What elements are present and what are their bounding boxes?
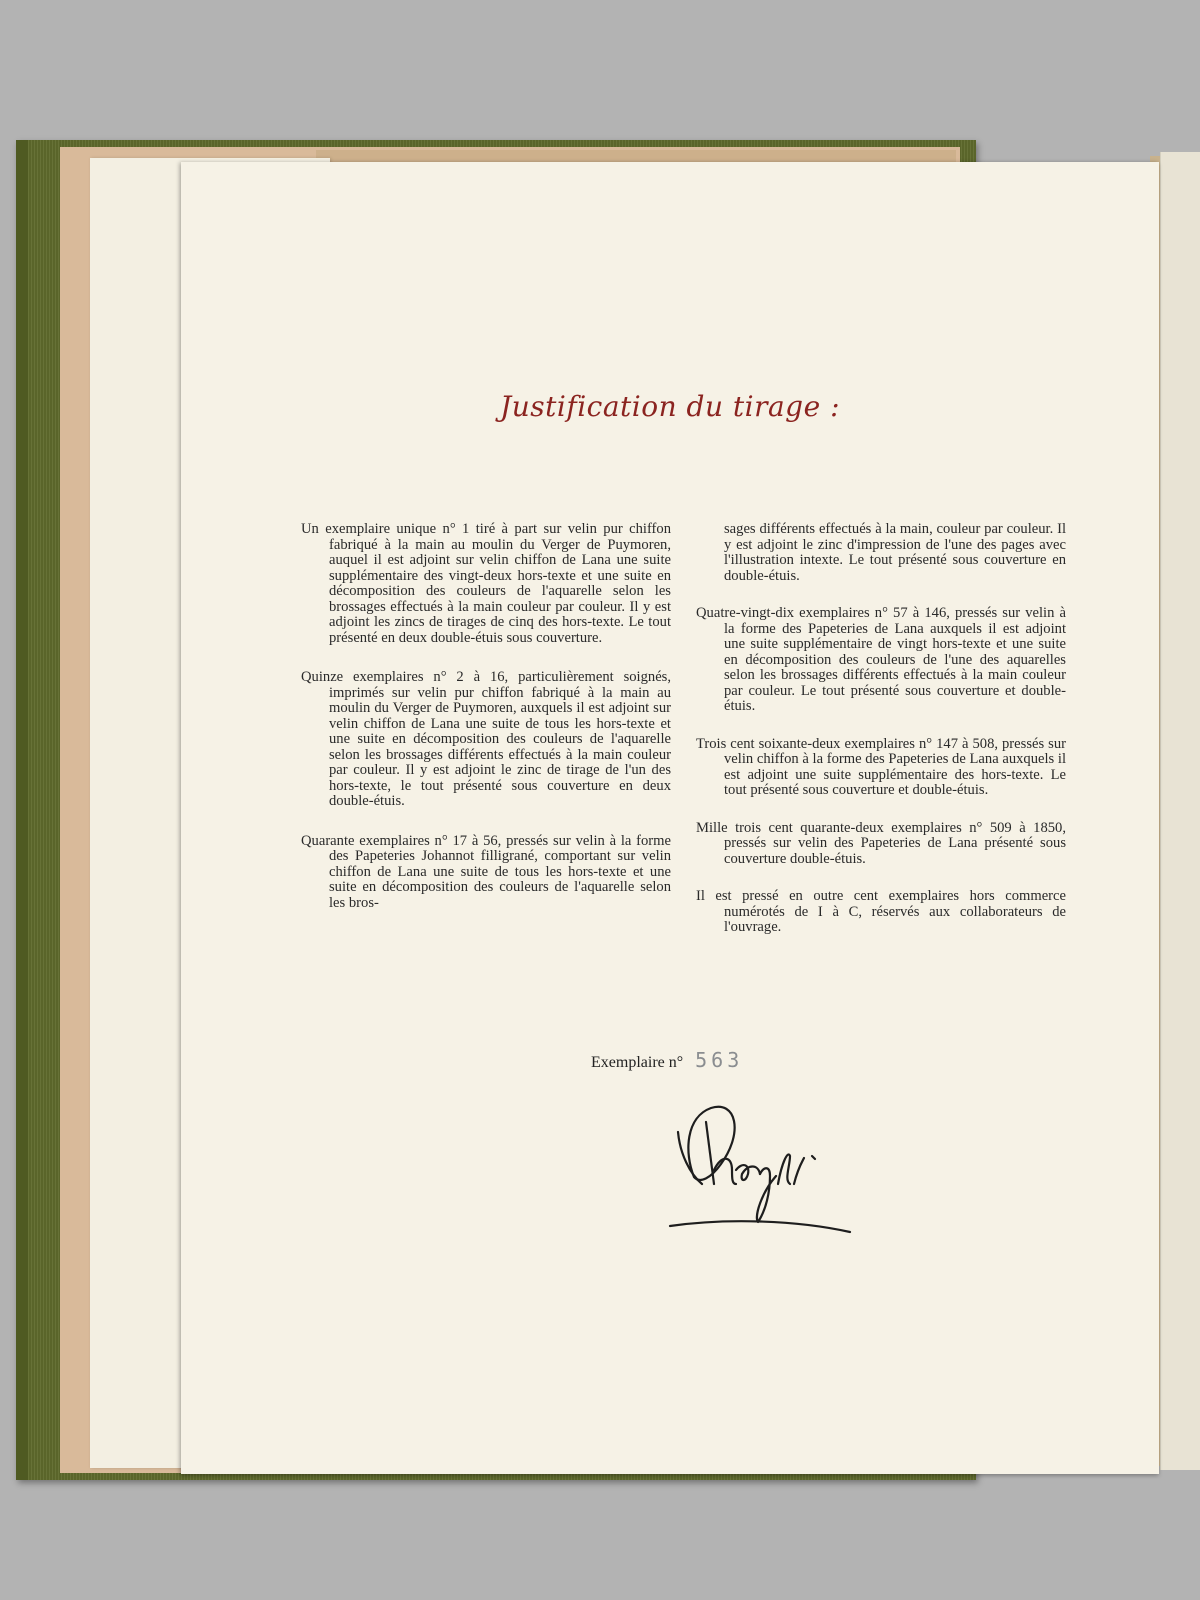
- right-column: [696, 522, 1066, 958]
- edition-paragraph: Mille trois cent quarante-deux exemplaires n° 509 à 1850, pressés sur velin des Papeteries de Lana présenté sous couverture double-étuis.: [696, 819, 1066, 867]
- justification-page: [181, 162, 1159, 1474]
- copy-number-line: [591, 1048, 743, 1072]
- left-column: [301, 522, 671, 935]
- edition-paragraph: Il est pressé en outre cent exemplaires hors commerce numérotés de I à C, réservés aux collaborateurs de l'ouvrage.: [696, 888, 1066, 935]
- page-title: Justification du tirage :: [500, 390, 840, 423]
- edition-paragraph: Trois cent soixante-deux exemplaires n° 147 à 508, pressés sur velin chiffon à la forme des Papeteries de Lana auxquels il est adjoint une suite supplémentaire des hors-texte. Le tout présenté sous couverture et double-étuis.: [696, 735, 1066, 798]
- handwritten-signature: [666, 1092, 866, 1242]
- next-leaf-edge: [1160, 152, 1200, 1470]
- cover-spine-edge: [16, 140, 28, 1480]
- edition-paragraph: Quatre-vingt-dix exemplaires n° 57 à 146, pressés sur velin à la forme des Papeteries de Lana auxquels il est adjoint une suite supplémentaire de vingt hors-texte et une suite en décomposition des couleurs de l'une des aquarelles selon les brossages différents effectués à la main couleur par couleur. Le tout présenté sous couverture et double-étuis.: [696, 605, 1066, 714]
- edition-paragraph-continuation: sages différents effectués à la main, couleur par couleur. Il y est adjoint le zinc d'impression de l'une des pages avec l'illustration intexte. Le tout présenté sous couverture en double-étuis.: [724, 521, 1066, 584]
- copy-number-stamp: 563: [695, 1048, 744, 1072]
- copy-number-label: Exemplaire n°: [591, 1054, 684, 1071]
- edition-paragraph: Un exemplaire unique n° 1 tiré à part sur velin pur chiffon fabriqué à la main au moulin du Verger de Puymoren, auquel il est adjoint sur velin chiffon de Lana une suite supplémentaire des vingt-deux hors-texte et une suite en décomposition des couleurs de l'aquarelle selon les brossages effectués à la main couleur par couleur. Il y est adjoint les zincs de tirages de cinq des hors-texte. Le tout présenté en deux double-étuis sous couverture.: [301, 521, 671, 646]
- edition-paragraph: Quarante exemplaires n° 17 à 56, pressés sur velin à la forme des Papeteries Johannot filligrané, comportant sur velin chiffon de Lana une suite de tous les hors-texte et une suite en décomposition des couleurs de l'aquarelle selon les bros-: [301, 832, 671, 911]
- edition-paragraph: Quinze exemplaires n° 2 à 16, particulièrement soignés, imprimés sur velin pur chiffon fabriqué à la main au moulin du Verger de Puymoren, auxquels il est adjoint sur velin chiffon de Lana une suite de tous les hors-texte et une suite en décomposition des couleurs de l'aquarelle selon les brossages différents effectués à la main couleur par couleur. Il y est adjoint le zinc de tirage de l'un des hors-texte, le tout présenté sous couverture en deux double-étuis.: [301, 669, 671, 809]
